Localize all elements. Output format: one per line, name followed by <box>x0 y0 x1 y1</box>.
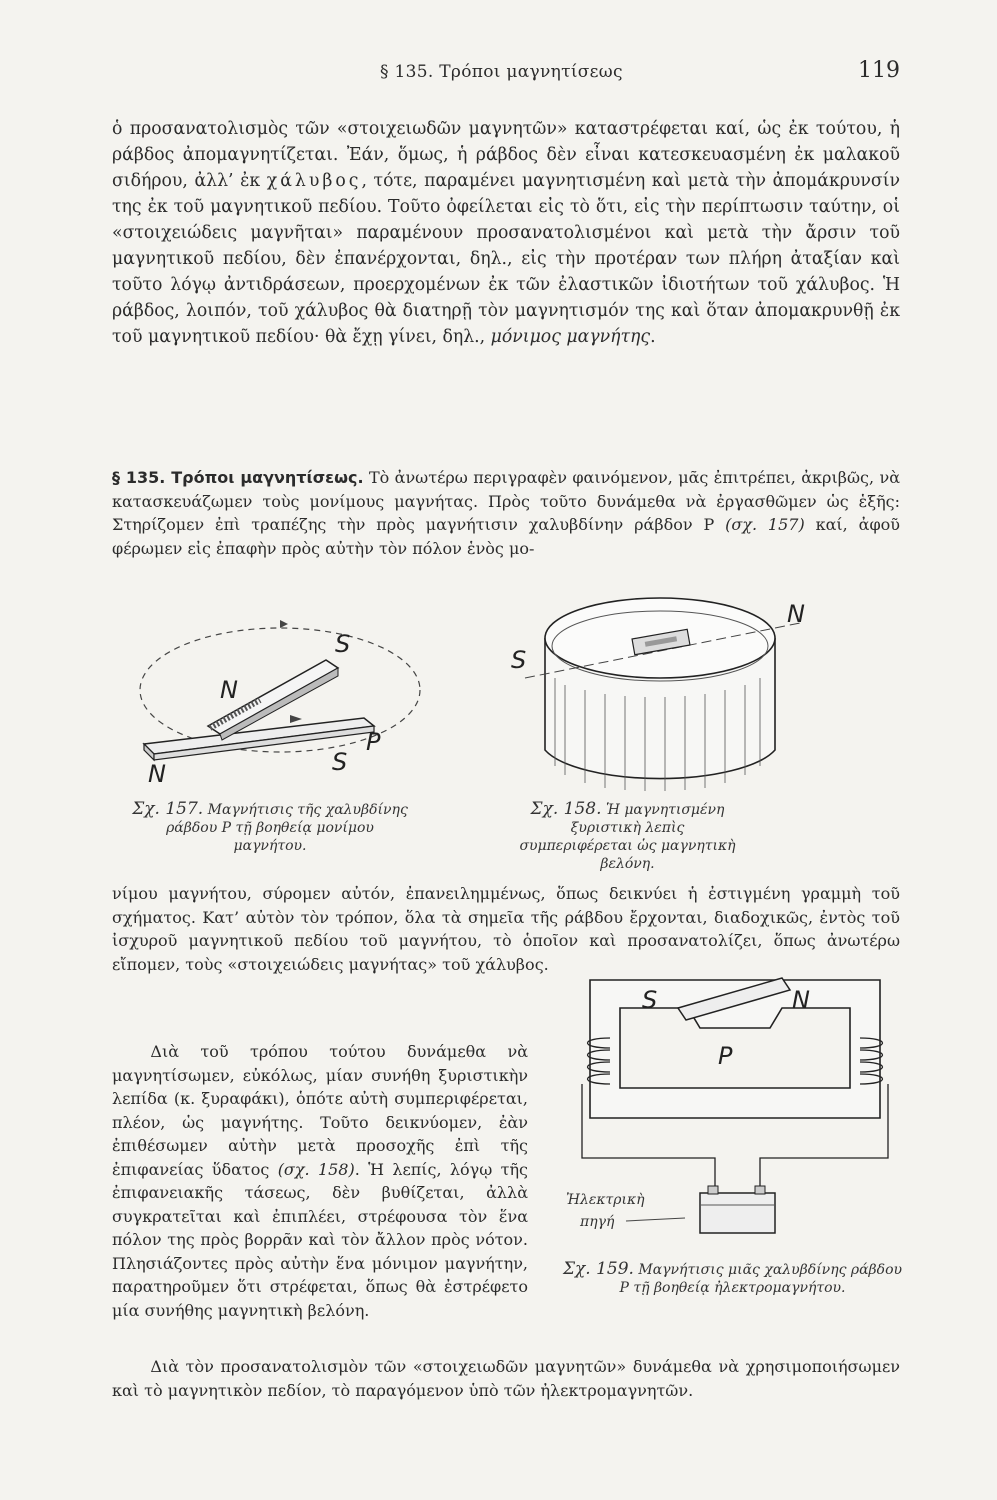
label-n: N <box>792 986 810 1014</box>
caption-number: Σχ. 157. <box>132 799 204 819</box>
figure-reference: (σχ. 158) <box>277 1159 355 1179</box>
label-s-top: S <box>335 630 351 658</box>
label-n: N <box>787 600 805 628</box>
figure-158-drawing <box>505 590 825 805</box>
label-n-left: N <box>220 676 238 704</box>
paragraph-stroke-method: νίμου μαγνήτου, σύρομεν αὐτόν, ἐπανειλημμένως, ὅπως δεικνύει ἡ ἐστιγμένη γραμμὴ τοῦ σχήματος. Κατ’ αὐτὸν τὸν τρόπον, ὅλα τὰ σημεῖα τῆς ράβδου ἔρχονται, διαδοχικῶς, ἐντὸς τοῦ ἰσχυροῦ μαγνητικοῦ πεδίου τοῦ μαγνήτου, τὸ ὁποῖον καὶ προσανατολίζει, ὅπως ἀνωτέρω εἴπομεν, τοὺς «στοιχειώδεις μαγνήτας» τοῦ χάλυβος. <box>112 884 900 974</box>
label-s-bottom: S <box>332 748 348 776</box>
label-p: P <box>718 1042 733 1070</box>
label-p: P <box>366 728 381 756</box>
figure-159 <box>560 968 905 1268</box>
term-permanent-magnet: μόνιμος μαγνήτης <box>490 327 651 347</box>
figure-157-drawing <box>130 610 430 795</box>
label-electric-source-2: πηγή <box>580 1214 615 1230</box>
figure-157 <box>130 610 430 795</box>
figure-158 <box>505 590 825 805</box>
figure-159-drawing <box>560 968 905 1268</box>
caption-figure-159: Σχ. 159. Μαγνήτισις μιᾶς χαλυβδίνης ράβδου P τῇ βοηθείᾳ ἠλεκτρομαγνήτου. <box>562 1259 903 1296</box>
caption-figure-157: Σχ. 157. Μαγνήτισις τῆς χαλυβδίνης ράβδου P τῇ βοηθείᾳ μονίμου μαγνήτου. <box>132 799 408 854</box>
caption-number: Σχ. 158. <box>530 799 602 819</box>
label-electric-source-1: Ἠλεκτρικὴ <box>566 1192 645 1208</box>
label-s: S <box>511 646 527 674</box>
paragraph-razor-blade: Διὰ τοῦ τρόπου τούτου δυνάμεθα νὰ μαγνητίσωμεν, εὐκόλως, μίαν συνήθη ξυριστικὴν λεπίδα (κ. ξυραφάκι), ὁπότε αὐτὴ συμπεριφέρεται, πλέον, ὡς μαγνήτης. Τοῦτο δεικνύομεν, ἐὰν ἐπιθέσωμεν αὐτὴν μετὰ προσοχῆς ἐπὶ τῆς ἐπιφανείας ὕδατος (σχ. 158). Ἡ λεπίς, λόγῳ τῆς ἐπιφανειακῆς τάσεως, δὲν βυθίζεται, ἀλλὰ συγκρατεῖται καὶ ἐπιπλέει, στρέφουσα τὸν ἕνα πόλον της πρὸς βορρᾶν καὶ τὸν ἄλλον πρὸς νότον. Πλησιάζοντες πρὸς αὐτὴν ἕνα μόνιμον μαγνήτην, παρατηροῦμεν ὅτι στρέφεται, ὅπως θὰ ἐστρέφετο μία συνήθης μαγνητικὴ βελόνη. <box>112 1042 529 1320</box>
caption-number: Σχ. 159. <box>562 1259 634 1279</box>
label-s: S <box>642 986 658 1014</box>
paragraph-section-135: § 135. Τρόποι μαγνητίσεως. Τὸ ἀνωτέρω περιγραφὲν φαινόμενον, μᾶς ἐπιτρέπει, ἀκριβῶς, νὰ κατασκευάζωμεν τοὺς μονίμους μαγνήτας. Πρὸς τοῦτο δυνάμεθα νὰ ἐργασθῶμεν ὡς ἑξῆς: Στηρίζομεν ἐπὶ τραπέζης τὴν πρὸς μαγνήτισιν χαλυβδίνην ράβδον P (σχ. 157) καί, ἀφοῦ φέρωμεν εἰς ἐπαφὴν πρὸς αὐτὴν τὸν πόλον ἑνὸς μο- <box>112 468 901 558</box>
page-number: 119 <box>858 58 900 83</box>
emphasis-steel: χάλυβος <box>266 171 362 191</box>
caption-figure-158: Σχ. 158. Ἡ μαγνητισμένη ξυριστικὴ λεπὶς συμπεριφέρεται ὡς μαγνητικὴ βελόνη. <box>519 799 736 872</box>
running-head: § 135. Τρόποι μαγνητίσεως <box>380 62 623 82</box>
label-n-bottom: N <box>148 760 166 788</box>
figure-reference: (σχ. 157) <box>725 515 805 534</box>
paragraph-permanent-magnet: ὁ προσανατολισμὸς τῶν «στοιχειωδῶν μαγνητῶν» καταστρέφεται καί, ὡς ἐκ τούτου, ἡ ράβδος ἀπομαγνητίζεται. Ἐάν, ὅμως, ἡ ράβδος δὲν εἶναι κατεσκευασμένη ἐκ μαλακοῦ σιδήρου, ἀλλ’ ἐκ χάλυβος, τότε, παραμένει μαγνητισμένη καὶ μετὰ τὴν ἀπομάκρυνσίν της ἐκ τοῦ μαγνητικοῦ πεδίου. Τοῦτο ὀφείλεται εἰς τὸ ὅτι, εἰς τὴν περίπτωσιν ταύτην, οἱ «στοιχειώδεις μαγνῆται» παραμένουν προσανατολισμένοι καὶ μετὰ τὴν ἄρσιν τοῦ μαγνητικοῦ πεδίου, δὲν ἐπανέρχονται, δηλ., εἰς τὴν προτέραν των πλήρη ἀταξίαν καὶ τοῦτο λόγῳ ἀντιδράσεων, προερχομένων ἐκ τῶν ἐλαστικῶν ἰδιοτήτων τοῦ χάλυβος. Ἡ ράβδος, λοιπόν, τοῦ χάλυβος θὰ διατηρῇ τὸν μαγνητισμόν της καὶ ὅταν ἀπομακρυνθῇ ἐκ τοῦ μαγνητικοῦ πεδίου· θὰ ἔχῃ γίνει, δηλ., μόνιμος μαγνήτης. <box>112 119 900 347</box>
paragraph-electromagnet: Διὰ τὸν προσανατολισμὸν τῶν «στοιχειωδῶν μαγνητῶν» δυνάμεθα νὰ χρησιμοποιήσωμεν καὶ τὸ μαγνητικὸν πεδίον, τὸ παραγόμενον ὑπὸ τῶν ἠλεκτρομαγνητῶν. <box>112 1357 900 1400</box>
page-header <box>110 58 900 88</box>
section-heading: § 135. Τρόποι μαγνητίσεως. <box>112 468 364 487</box>
